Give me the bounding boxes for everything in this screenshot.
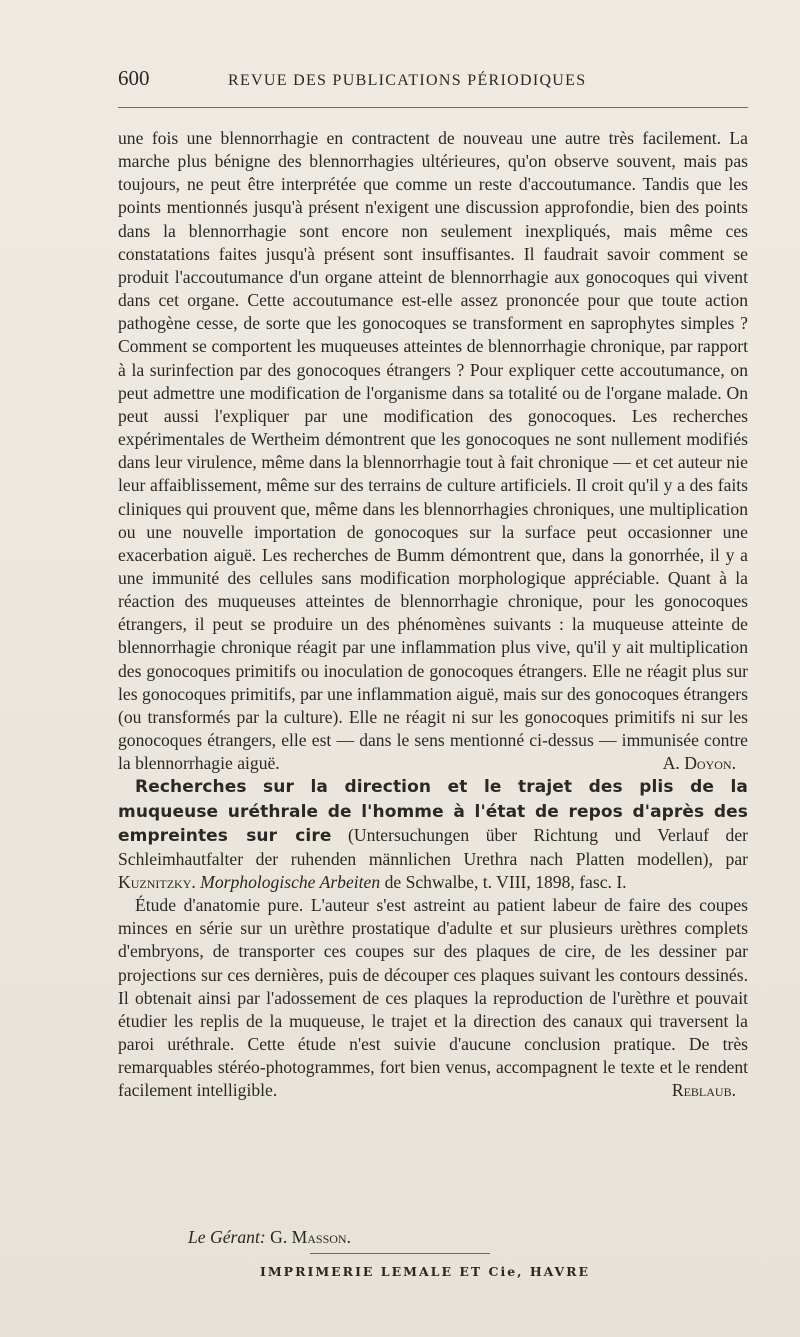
article-1-text: une fois une blennorrhagie en contractent de nouveau une autre très facilement. La marche plus bénigne des blennorrhagies ultérieures, qu'on observe souvent, mais pas toujours, ne peut être interprétée que comme un reste d'accoutumance. Tandis que les points mentionnés jusqu'à présent n'exigent une discussion approfondie, bien des points dans la blennorrhagie sont encore non seulement inexpliqués, mais même ces constatations faites jusqu'à présent sont insuffisantes. Il faudrait savoir comment se produit l'accoutumance d'un organe atteint de blennorrhagie aux gonocoques qui vivent dans cet organe. Cette accoutumance est-elle assez prononcée pour que toute action pathogène cesse, de sorte que les gonocoques se transforment en saprophytes simples ? Comment se comportent les muqueuses atteintes de blennorrhagie chronique, par rapport à la surinfection par des gonocoques étrangers ? Pour expliquer cette accoutumance, on peut admettre une modification de l'organisme dans sa totalité ou de l'organe malade. On peut aussi l'expliquer par une modification des gonocoques. Les recherches expérimentales de Wertheim démontrent que les gonocoques ne sont nullement modifiés dans leur virulence, même dans la blennorrhagie tout à fait chronique — et cet auteur nie leur affaiblissement, même sur des terrains de culture artificiels. Il croit qu'il y a des faits cliniques qui prouvent que, même dans les blennorrhagies chroniques, une multiplication ou une nouvelle importation de gonocoques sur la surface peut occasionner une exacerbation aiguë. Les recherches de Bumm démontrent que, dans la gonorrhée, il y a une immunité des cellules sans modification morphologique appréciable. Quant à la réaction des muqueuses atteintes de blennorrhagie chronique, pour les gonocoques étrangers, il peut se produire un des phénomènes suivants : la muqueuse atteinte de blennorrhagie chronique réagit par une inflammation plus vive, qu'il y ait multiplication des gonocoques primitifs ou inoculation de gonocoques étrangers. Elle ne réagit plus sur les gonocoques primitifs, par une inflammation aiguë, mais sur des gonocoques étrangers (ou transformés par la culture). Elle ne réagit ni sur les gonocoques primitifs ni sur les gonocoques étrangers, elle est — dans le sens mentionné ci-dessus — immunisée contre la blennorrhagie aiguë. (118, 128, 748, 774)
page-number: 600 (118, 66, 150, 90)
article-2-heading (118, 775, 748, 894)
article-1-paragraph (118, 127, 748, 775)
article-2-journal: Morphologische Arbeiten (200, 872, 381, 892)
article-2-text: Étude d'anatomie pure. L'auteur s'est astreint au patient labeur de faire des coupes minces en série sur un urèthre prostatique d'adulte et sur plusieurs urèthres complets d'embryons, de transporter ces coupes sur des plaques de cire, de les dessiner par projections sur ces dernières, puis de découper ces plaques suivant les contours dessinés. Il obtenait ainsi par l'adossement de ces plaques la reproduction de l'urèthre et pouvait étudier les replis de la muqueuse, le trajet et la direction des canaux qui traversent la paroi uréthrale. Cette étude n'est suivie d'aucune conclusion pratique. De très remarquables stéréo-photogrammes, fort bien venus, accompagnent le texte et le rendent facilement intelligible. (118, 895, 748, 1101)
article-2-title: Recherches sur la direction et le trajet des plis de la muqueuse uréthrale de l'homme à l'état de repos d'après des empreintes sur cire (118, 777, 748, 846)
article-2-signature: Reblaub. (671, 1080, 736, 1101)
printer-imprint: IMPRIMERIE LEMALE ET Cie, HAVRE (260, 1264, 591, 1279)
article-1-signature: A. Doyon. (662, 753, 736, 774)
page-header (118, 66, 748, 98)
header-rule (118, 107, 748, 108)
article-2-author: Kuznitzky. (118, 872, 196, 892)
article-2-paragraph (118, 894, 748, 1102)
page-body (118, 127, 748, 1103)
manager-name: G. Masson. (270, 1227, 351, 1247)
manager-line (188, 1227, 351, 1248)
footer-rule (310, 1253, 490, 1254)
running-head: REVUE DES PUBLICATIONS PÉRIODIQUES (228, 72, 587, 89)
article-2-citation: de Schwalbe, t. VIII, 1898, fasc. I. (384, 872, 627, 892)
article-2-subtitle: (Untersuchungen über Richtung und Verlauf der Schleimhautfalter der ruhenden männlichen Urethra nach Platten modellen), par (118, 824, 748, 869)
manager-role: Le Gérant: (188, 1227, 266, 1247)
